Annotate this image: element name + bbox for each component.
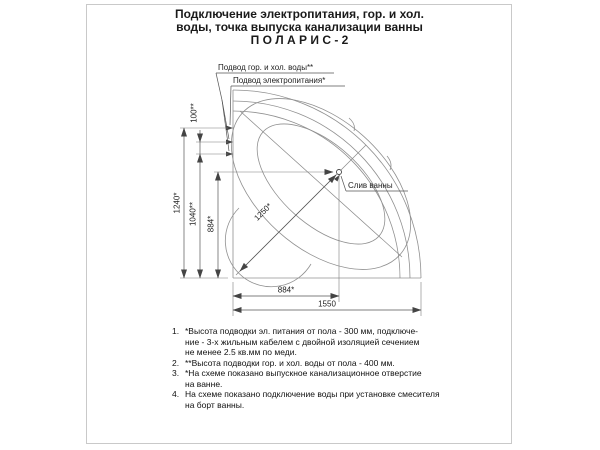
notes-block: [172, 326, 462, 410]
power-leader: [230, 86, 231, 125]
leader-arrowheads: [226, 126, 340, 182]
dim-label-1550: 1550: [318, 299, 336, 309]
note-3: [172, 368, 462, 389]
note-1: [172, 326, 462, 358]
note-4-text: На схеме показано подключение воды при установке смесителя на борт ванны.: [185, 389, 440, 410]
note-4-number: 4.: [172, 389, 180, 399]
title-line-1: Подключение электропитания, гор. и хол.: [175, 7, 424, 21]
dim-label-1240: 1240*: [172, 192, 182, 214]
note-3-number: 3.: [172, 368, 180, 378]
dim-label-1040: 1040**: [188, 201, 198, 227]
note-1-number: 1.: [172, 326, 180, 336]
power-supply-label: Подвод электропитания*: [233, 76, 326, 85]
drain-leader: [341, 176, 346, 191]
note-2: [172, 358, 462, 369]
dim-1250-diagonal: [240, 175, 336, 271]
title-line-2: воды, точка выпуска канализации ванны: [176, 20, 423, 34]
note-4: [172, 389, 462, 410]
dim-label-1250: 1250*: [252, 201, 274, 223]
note-2-number: 2.: [172, 357, 180, 368]
note-1-text: *Высота подводки эл. питания от пола - 300 мм, подключе- ние - 3-х жильным кабелем с двойной изоляцией сечением не менее 2.5 кв.мм по меди.: [185, 326, 420, 357]
dim-label-884-horizontal: 884*: [277, 285, 295, 295]
note-3-text: *На схеме показано выпускное канализационное отверстие на ванне.: [185, 368, 422, 389]
water-supply-label: Подвод гор. и хол. воды**: [218, 63, 314, 72]
dim-label-100: 100**: [189, 103, 199, 123]
drain-point: [337, 170, 342, 175]
drain-label: Слив ванны: [348, 181, 393, 190]
title-line-3: П О Л А Р И С - 2: [250, 33, 349, 47]
note-2-text: **Высота подводки гор. и хол. воды от пола - 400 мм.: [185, 357, 395, 368]
dim-label-884-vertical: 884*: [206, 215, 216, 233]
dimension-lines: [184, 128, 421, 310]
